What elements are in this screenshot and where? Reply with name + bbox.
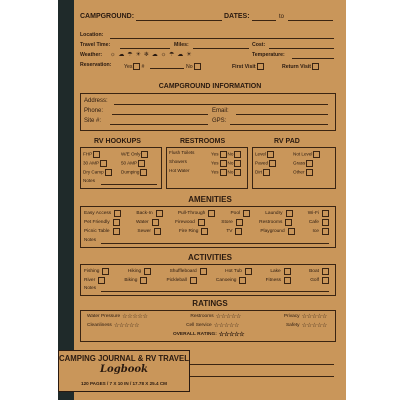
checkbox[interactable]: [243, 210, 250, 217]
email-line: [236, 114, 328, 115]
checkbox[interactable]: [286, 210, 293, 217]
star-rating[interactable]: ☆☆☆☆☆: [113, 323, 140, 329]
date-start-line: [252, 20, 276, 21]
checkbox[interactable]: [208, 210, 215, 217]
checkbox[interactable]: [190, 277, 197, 284]
checkbox[interactable]: [201, 228, 208, 235]
checkbox[interactable]: [236, 219, 243, 226]
checkbox[interactable]: [313, 151, 320, 158]
checkbox[interactable]: [102, 268, 109, 275]
gps-label: GPS:: [212, 118, 227, 124]
address-label: Address:: [84, 98, 108, 104]
checkbox[interactable]: [322, 268, 329, 275]
location-line: [110, 38, 334, 39]
book-spine: [58, 0, 74, 400]
amenities-row: Picnic Table Sewer Fire Ring TV Playground Ice: [84, 228, 330, 235]
checkbox[interactable]: [113, 228, 120, 235]
first-visit: First Visit: [232, 63, 265, 70]
ratings-title: RATINGS: [192, 299, 228, 308]
phone-label: Phone:: [84, 108, 104, 114]
amenities-row: Pet Friendly Water Firewood Store Restrooms Cafe: [84, 219, 330, 226]
checkbox[interactable]: [141, 151, 148, 158]
activities-row: Fishing Hiking Shuffleboard Hot Tub Lake Boat: [84, 268, 330, 275]
checkbox[interactable]: [234, 160, 241, 167]
campground-line: [136, 20, 222, 21]
email-label: Email:: [212, 108, 229, 114]
amenities-notes: Notes: [84, 237, 97, 242]
checkbox[interactable]: [245, 268, 252, 275]
campground-info-box: [80, 93, 336, 131]
rv-pad-box: Level Not Level Paved Grass Dirt Other: [252, 147, 336, 189]
checkbox[interactable]: [140, 169, 147, 176]
overall-rating: OVERALL RATING: ☆☆☆☆☆: [173, 331, 245, 338]
checkbox[interactable]: [140, 277, 147, 284]
ratings-row: Cleanliness ☆☆☆☆☆ Cell Service ☆☆☆☆☆ Safety ☆☆☆☆☆: [87, 323, 327, 329]
cover-title: CAMPING JOURNAL & RV TRAVEL: [59, 354, 189, 363]
checkbox[interactable]: [288, 228, 295, 235]
checkbox[interactable]: [113, 219, 120, 226]
checkbox[interactable]: [234, 151, 241, 158]
amenities-title: AMENITIES: [188, 195, 232, 204]
weather-icons: ☼ ☁ ☂ ☀ ❄ ☁ ☼ ☂ ☁ ☀: [110, 51, 193, 58]
campground-label: CAMPGROUND:: [80, 13, 135, 20]
checkbox[interactable]: [156, 210, 163, 217]
cost-line: [269, 48, 334, 49]
checkbox[interactable]: [267, 151, 274, 158]
checkbox[interactable]: [194, 63, 201, 70]
checkbox[interactable]: [133, 63, 140, 70]
star-rating[interactable]: ☆☆☆☆☆: [122, 314, 148, 320]
activities-notes: Notes: [84, 285, 97, 290]
reservation-no: No: [186, 63, 202, 70]
weather-label: Weather:: [80, 52, 103, 58]
checkbox[interactable]: [263, 169, 270, 176]
checkbox[interactable]: [93, 151, 100, 158]
star-rating[interactable]: ☆☆☆☆☆: [301, 314, 327, 320]
checkbox[interactable]: [100, 160, 107, 167]
temperature-line: [292, 58, 334, 59]
ratings-box: [80, 310, 336, 342]
checkbox[interactable]: [322, 277, 329, 284]
checkbox[interactable]: [105, 169, 112, 176]
checkbox[interactable]: [198, 219, 205, 226]
checkbox[interactable]: [312, 63, 319, 70]
rv-hookups-title: RV HOOKUPS: [94, 138, 141, 145]
checkbox[interactable]: [220, 169, 227, 176]
checkbox[interactable]: [220, 151, 227, 158]
checkbox[interactable]: [144, 268, 151, 275]
site-label: Site #:: [84, 118, 102, 124]
cost-label: Cost:: [252, 42, 266, 48]
phone-line: [112, 114, 208, 115]
checkbox[interactable]: [234, 169, 241, 176]
amenities-row: Easy Access Back-In Pull-Through Pool Laundry Wi-Fi: [84, 210, 330, 217]
checkbox[interactable]: [114, 210, 121, 217]
travel-time-label: Travel Time:: [80, 42, 111, 48]
cover-title-box: [58, 350, 190, 392]
dates-label: DATES:: [224, 13, 250, 20]
checkbox[interactable]: [152, 219, 159, 226]
activities-title: ACTIVITIES: [187, 253, 232, 262]
star-rating[interactable]: ☆☆☆☆☆: [213, 323, 240, 329]
campground-info-title: CAMPGROUND INFORMATION: [158, 83, 262, 90]
checkbox[interactable]: [200, 268, 207, 275]
checkbox[interactable]: [306, 169, 313, 176]
checkbox[interactable]: [154, 228, 161, 235]
address-line: [114, 104, 328, 105]
return-visit: Return Visit: [282, 63, 320, 70]
date-end-line: [288, 20, 333, 21]
reservation-number-line: [150, 68, 184, 69]
checkbox[interactable]: [257, 63, 264, 70]
checkbox[interactable]: [239, 277, 246, 284]
checkbox[interactable]: [306, 160, 313, 167]
checkbox[interactable]: [235, 228, 242, 235]
rv-hookups-box: FHP W/E Only 30 AMP 50 AMP Dry Camp Dumping Notes: [80, 147, 162, 189]
to-label: to: [279, 14, 285, 20]
travel-time-line: [120, 48, 170, 49]
miles-label: Miles:: [174, 42, 189, 48]
rv-pad-title: RV PAD: [274, 138, 300, 145]
activities-notes-line: [101, 291, 329, 292]
ratings-row: Water Pressure ☆☆☆☆☆ Restrooms ☆☆☆☆☆ Privacy ☆☆☆☆☆: [87, 314, 327, 320]
checkbox[interactable]: [322, 219, 329, 226]
star-rating[interactable]: ☆☆☆☆☆: [215, 314, 242, 320]
amenities-notes-line: [101, 243, 329, 244]
restrooms-box: Flush Toilets Yes No Showers Yes No Hot Water Yes No: [166, 147, 248, 189]
temperature-label: Temperature:: [252, 52, 285, 58]
cover-script-title: Logbook: [100, 364, 148, 375]
checkbox[interactable]: [269, 160, 276, 167]
checkbox[interactable]: [322, 210, 329, 217]
checkbox[interactable]: [285, 219, 292, 226]
location-label: Location:: [80, 32, 104, 38]
activities-box: [80, 264, 336, 296]
amenities-box: [80, 206, 336, 248]
checkbox[interactable]: [284, 277, 291, 284]
cover-subtitle: 120 PAGES / 7 X 10 IN / 17.78 X 25.4 CM: [81, 381, 167, 386]
star-rating[interactable]: ☆☆☆☆☆: [218, 332, 245, 338]
checkbox[interactable]: [138, 160, 145, 167]
miles-line: [193, 48, 249, 49]
star-rating[interactable]: ☆☆☆☆☆: [301, 323, 327, 329]
checkbox[interactable]: [220, 160, 227, 167]
reservation-yes: Yes #: [124, 63, 145, 70]
log-page: [74, 0, 346, 400]
checkbox[interactable]: [322, 228, 329, 235]
gps-line: [230, 124, 328, 125]
activities-row: River Biking Pickleball Canoeing Fitness Golf: [84, 277, 330, 284]
reservation-label: Reservation:: [80, 62, 112, 68]
checkbox[interactable]: [98, 277, 105, 284]
checkbox[interactable]: [284, 268, 291, 275]
restrooms-title: RESTROOMS: [180, 138, 226, 145]
site-line: [110, 124, 208, 125]
